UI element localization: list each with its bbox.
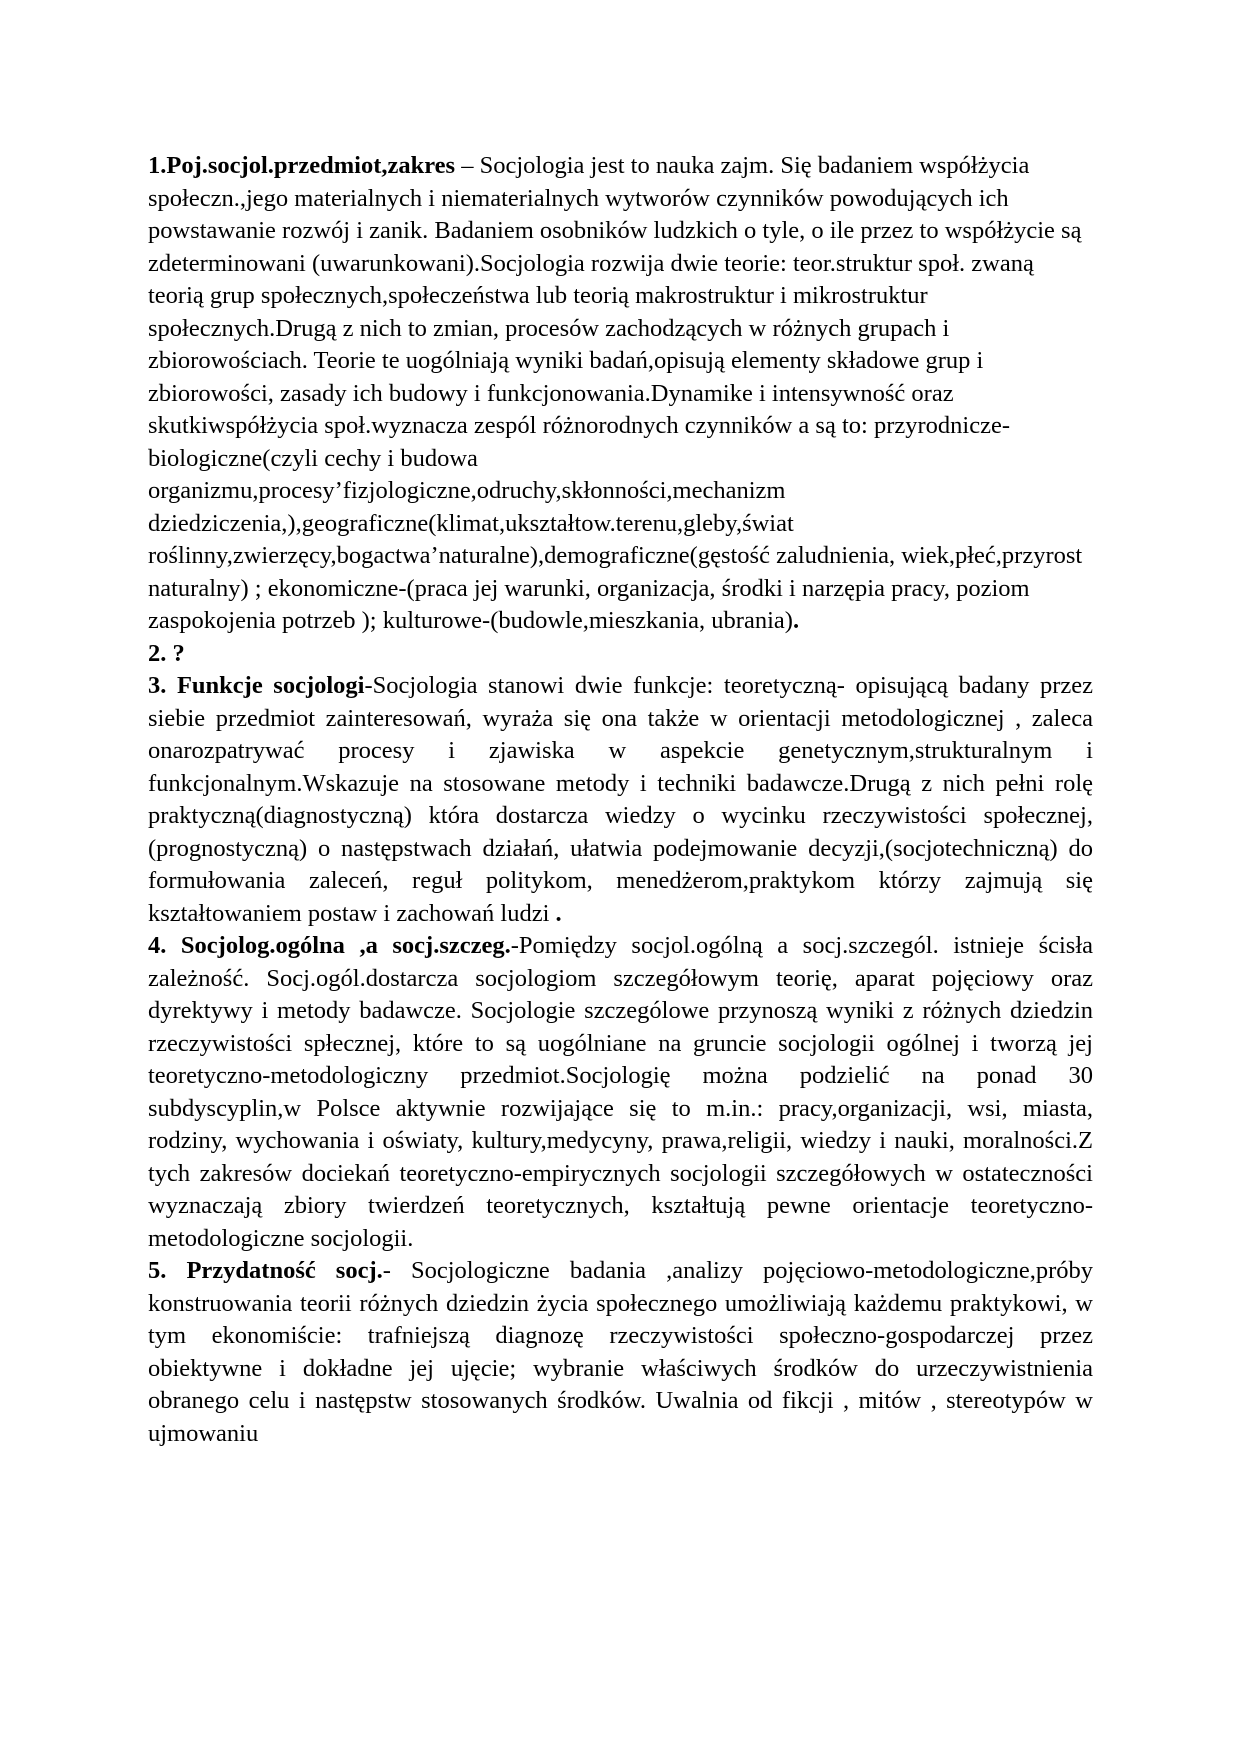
section-3-paragraph bbox=[148, 670, 1093, 930]
section-4-paragraph bbox=[148, 930, 1093, 1255]
section-3-heading: 3. Funkcje socjologi bbox=[148, 672, 365, 699]
section-3-text: -Socjologia stanowi dwie funkcje: teoretyczną- opisującą badany przez siebie przedmiot zainteresowań, wyraża się ona także w orientacji metodologicznej , zaleca onarozpatrywać procesy i zjawiska w aspekcie genetycznym,strukturalnym i funkcjonalnym.Wskazuje na stosowane metody i techniki badawcze.Drugą z nich pełni rolę praktyczną(diagnostyczną) która dostarcza wiedzy o wycinku rzeczywistości społecznej,(prognostyczną) o następstwach działań, ułatwia podejmowanie decyzji,(socjotechniczną) do formułowania zaleceń, reguł politykom, menedżerom,praktykom którzy zajmują się kształtowaniem postaw i zachowań ludzi bbox=[148, 672, 1093, 927]
section-2-paragraph bbox=[148, 638, 1093, 671]
section-1-heading: 1.Poj.socjol.przedmiot,zakres bbox=[148, 152, 456, 179]
section-1-text: – Socjologia jest to nauka zajm. Się badaniem współżycia społeczn.,jego materialnych i niematerialnych wytworów czynników powodujących ich powstawanie rozwój i zanik. Badaniem osobników ludzkich o tyle, o ile przez to współżycie są zdeterminowani (uwarunkowani).Socjologia rozwija dwie teorie: teor.struktur społ. zwaną teorią grup społecznych,społeczeństwa lub teorią makrostruktur i mikrostruktur społecznych.Drugą z nich to zmian, procesów zachodzących w różnych grupach i zbiorowościach. Teorie te uogólniają wyniki badań,opisują elementy składowe grup i zbiorowości, zasady ich budowy i funkcjonowania.Dynamike i intensywność oraz skutkiwspółżycia społ.wyznacza zespól różnorodnych czynników a są to: przyrodnicze-biologiczne(czyli cechy i budowa organizmu,procesy’fizjologiczne,odruchy,skłonności,mechanizm dziedziczenia,),geograficzne(klimat,ukształtow.terenu,gleby,świat roślinny,zwierzęcy,bogactwa’naturalne),demograficzne(gęstość zaludnienia, wiek,płeć,przyrost naturalny) ; ekonomiczne-(praca jej warunki, organizacja, środki i narzępia pracy, poziom zaspokojenia potrzeb ); kulturowe-(budowle,mieszkania, ubrania) bbox=[148, 152, 1083, 634]
section-4-heading: 4. Socjolog.ogólna ,a socj.szczeg. bbox=[148, 932, 511, 959]
section-4-text: -Pomiędzy socjol.ogólną a socj.szczegól. istnieje ścisła zależność. Socj.ogól.dostarcza socjologiom szczegółowym teorię, aparat pojęciowy oraz dyrektywy i metody badawcze. Socjologie szczególowe przynoszą wyniki z różnych dziedzin rzeczywistości spłecznej, które to są uogólniane na gruncie socjologii ogólnej i tworzą jej teoretyczno-metodologiczny przedmiot.Socjologię można podzielić na ponad 30 subdyscyplin,w Polsce aktywnie rozwijające się to m.in.: pracy,organizacji, wsi, miasta, rodziny, wychowania i oświaty, kultury,medycyny, prawa,religii, wiedzy i nauki, moralności.Z tych zakresów dociekań teoretyczno-empirycznych socjologii szczegółowych w ostateczności wyznaczają zbiory twierdzeń teoretycznych, kształtują pewne orientacje teoretyczno-metodologiczne socjologii. bbox=[148, 932, 1093, 1252]
section-3-tail: . bbox=[555, 899, 562, 927]
document-body bbox=[148, 150, 1093, 1450]
section-1-paragraph bbox=[148, 150, 1093, 638]
section-5-paragraph bbox=[148, 1255, 1093, 1450]
section-5-heading: 5. Przydatność socj. bbox=[148, 1257, 383, 1284]
section-5-text: - Socjologiczne badania ,analizy pojęciowo-metodologiczne,próby konstruowania teorii różnych dziedzin życia społecznego umożliwiają każdemu praktykowi, w tym ekonomiście: trafniejszą diagnozę rzeczywistości społeczno-gospodarczej przez obiektywne i dokładne jej ujęcie; wybranie właściwych środków do urzeczywistnienia obranego celu i następstw stosowanych środków. Uwalnia od fikcji , mitów , stereotypów w ujmowaniu bbox=[148, 1257, 1093, 1447]
section-1-tail: . bbox=[792, 607, 800, 634]
section-2-heading: 2. ? bbox=[148, 639, 185, 667]
